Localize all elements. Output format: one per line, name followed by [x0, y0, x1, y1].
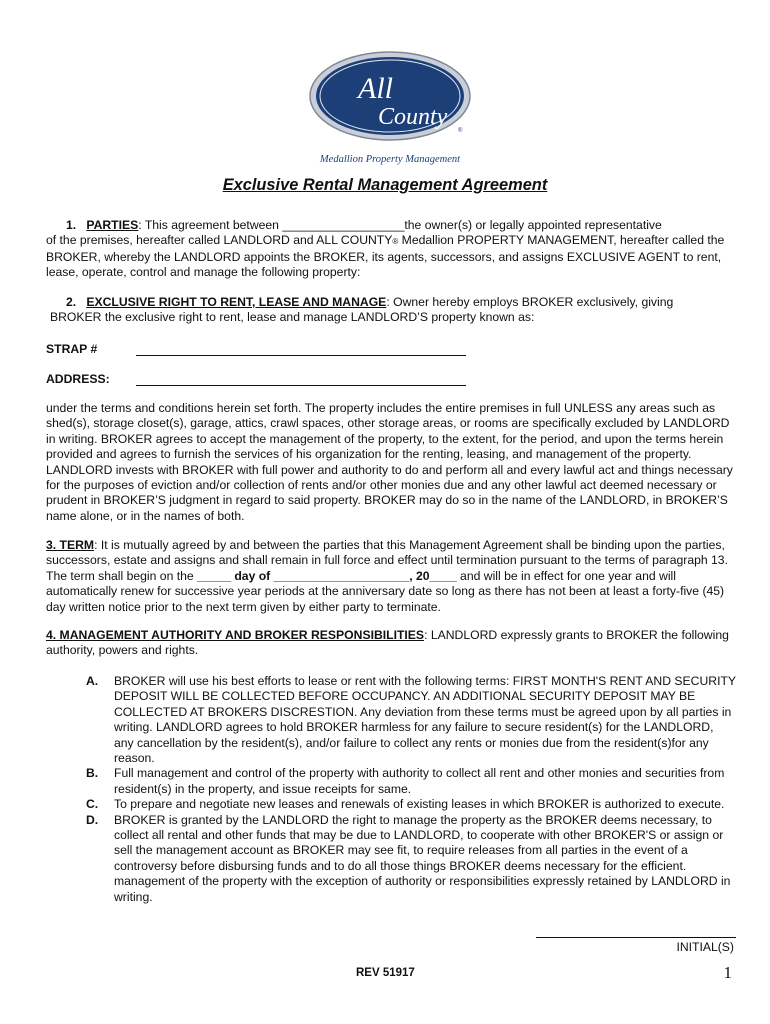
- svg-text:All: All: [358, 72, 393, 105]
- svg-text:®: ®: [458, 128, 463, 134]
- revision-code: REV 51917: [356, 967, 415, 979]
- page-number: 1: [723, 963, 732, 982]
- initials-label: INITIAL(S): [676, 940, 734, 954]
- address-label: ADDRESS:: [46, 372, 110, 386]
- terms-paragraph: under the terms and conditions herein set forth. The property includes the entire premises in full UNLESS any areas such as shed(s), storage closet(s), garage, attics, crawl spaces, other storage areas, or rooms are specifically excluded by LANDLORD in writing. BROKER agrees to accept the management of the property, to the extent, for the period, and upon the terms herein provided and agrees to furnish the services of his organization for the renting, leasing, and management of the property. LANDLORD invests with BROKER with full power and authority to do and perform all and every lawful act and things necessary for the purposes of eviction and/or collection of rents and/or other monies due and any other lawful act deemed necessary or prudent in BROKER’S judgment in regard to said property. BROKER may do so in the name of the LANDLORD, in BROKER’S name alone, or in the names of both.: [46, 401, 733, 523]
- section-management-authority: 4. MANAGEMENT AUTHORITY AND BROKER RESPONSIBILITIES: LANDLORD expressly grants to BROKER the following authority, powers and rights.: [46, 628, 729, 658]
- svg-text:Medallion Property Management: Medallion Property Management: [319, 154, 461, 165]
- list-item-a: A. BROKER will use his best efforts to lease or rent with the following terms: FIRST MONTH'S RENT AND SECURITY DEPOSIT WILL BE COLLECTED BEFORE OCCUPANCY. AN ADDITIONAL SECURITY DEPOSIT MAY BE COLLECTED AT BROKERS DISCRESTION. Any deviation from these terms must be agreed upon by all parties in writing. LANDLORD agrees to hold BROKER harmless for any failure to secure resident(s) for the LANDLORD, any cancellation by the resident(s), and/or failure to collect any rents or monies due from the resident(s)for any reason.: [86, 674, 736, 766]
- all-county-logo: [300, 50, 480, 170]
- strap-field[interactable]: [136, 354, 466, 356]
- list-item-d: D. BROKER is granted by the LANDLORD the right to manage the property as the BROKER deems necessary, to collect all rental and other funds that may be due to LANDLORD, to cooperate with other BROKER'S or assign or sell the management account as BROKER may see fit, to require releases from all parties in the event of a controversy before disbursing funds and to do all those things BROKER deems necessary for the efficient. management of the property with the exception of authority or responsibilities expressly retained by LANDLORD in writing.: [86, 812, 731, 904]
- section-term: 3. TERM: It is mutually agreed by and between the parties that this Management Agreement shall be binding upon the parties, successors, estate and assigns and shall remain in full force and effect until termination pursuant to the terms of paragraph 13. The term shall begin on the _____ day of ____________________, 20____ and will be in effect for one year and will automatically renew for successive year periods at the anniversary date so long as there has not been at least a forty-five (45) day written notice prior to the next term given by either party to terminate.: [46, 538, 728, 614]
- initials-line[interactable]: [536, 937, 736, 938]
- list-item-c: C. To prepare and negotiate new leases and renewals of existing leases in which BROKER is authorized to execute.: [86, 797, 725, 812]
- section-exclusive-right: 2. EXCLUSIVE RIGHT TO RENT, LEASE AND MANAGE: Owner hereby employs BROKER exclusively, giving BROKER the exclusive right to rent, lease and manage LANDLORD’S property known as:: [50, 295, 674, 325]
- svg-text:County: County: [378, 104, 448, 130]
- address-field[interactable]: [136, 384, 466, 386]
- section-parties: 1. PARTIES: This agreement between __________________the owner(s) or legally appointed representative of the premises, hereafter called LANDLORD and ALL COUNTY® Medallion PROPERTY MANAGEMENT, hereafter called the BROKER, whereby the LANDLORD appoints the BROKER, its agents, successors, and assigns EXCLUSIVE AGENT to rent, lease, operate, control and manage the following property:: [46, 218, 725, 280]
- authority-list: [86, 674, 736, 905]
- list-item-b: B. Full management and control of the property with authority to collect all rent and other monies and securities from resident(s) in the property, and issue receipts for same.: [86, 766, 725, 796]
- strap-label: STRAP #: [46, 342, 98, 356]
- document-title: Exclusive Rental Management Agreement: [222, 176, 548, 194]
